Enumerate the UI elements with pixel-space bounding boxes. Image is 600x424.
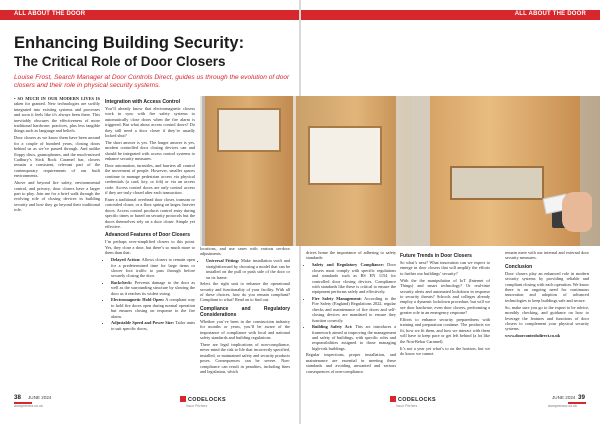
paragraph: Select the right unit to enhance the operational security and functionality of your facility. With all of these choices, how do you remain compliant? Compliant to what? Read on to find out. bbox=[200, 281, 290, 303]
paragraph: So, make sure you go to the expert to be advice, monthly checking, and guidance on how to leverage the features and functions of door closers to complement your physical security systems. bbox=[505, 304, 589, 332]
list-item: • Safety and Regulatory Compliance: Door closers must comply with specific regulations and standards such as BS EN 1154 for controlled door closing devices. Compliance with standards like these is critical to ensure the equipment performs safely and effectively. bbox=[312, 262, 396, 294]
paragraph: It’s not a year yet what’s to on the horizon, but we do know we cannot bbox=[400, 345, 490, 356]
feature-list bbox=[105, 257, 195, 331]
article-title-line1: Enhancing Building Security: bbox=[14, 34, 245, 52]
lead-in: • SO MUCH IN OUR MODERN LIVES IS bbox=[14, 96, 100, 101]
subheading: Conclusion bbox=[505, 263, 533, 270]
footer-website-right: doorpreneur.co.uk bbox=[548, 404, 577, 408]
list-item: • Electromagnetic Hold Open: A compliant way to hold fire doors open during normal operation but ensures closing on response to the fire alarm. bbox=[111, 297, 195, 319]
photo-door bbox=[202, 96, 293, 246]
paragraph: So what’s next? What innovation can we expect to emerge in door closers that will amplify the efforts to further our buildings’ security? bbox=[400, 260, 490, 276]
section-label-left: ALL ABOUT THE DOOR bbox=[14, 11, 86, 17]
subheading: Future Trends in Door Closers bbox=[400, 253, 472, 259]
paragraph: • SO MUCH IN OUR MODERN LIVES IS taken for granted. New technologies are swiftly integrated into existing systems and processes and soon it feels like it's always been there. This inevitably obscures the effectiveness of more traditional hardware; practices, plus less tangible things such as language and beliefs. bbox=[14, 96, 100, 134]
paragraph: Regular inspections, proper installation, and maintenance are essential in meeting these standards and avoiding unwanted and serious consequences of non-compliance. bbox=[306, 352, 396, 374]
brand-subline-left: Issue Pitchers bbox=[186, 404, 208, 408]
paragraph: locations, and use cases with various on-door adjustments. bbox=[200, 246, 290, 257]
list-item: • Backcheck: Prevents damage to the door as well as the surrounding structure by slowing the door as it reaches its widest swing. bbox=[111, 280, 195, 296]
paragraph: Above and beyond fire safety, environmental control, and privacy, door closers have a larger part to play. Join me for a brief walk through the evolving role of closing devices in building security and how they go beyond their traditional role. bbox=[14, 180, 100, 213]
section-label-right: ALL ABOUT THE DOOR bbox=[514, 11, 586, 17]
paragraph: Whether you’ve been in the construction industry for months or years, you’ll be aware of the importance of compliance with local and national safety standards and building regulations. bbox=[200, 318, 290, 340]
footer-website-left: doorpreneur.co.uk bbox=[14, 404, 43, 408]
paragraph: drives home the importance of adhering to safety standards: bbox=[306, 250, 396, 261]
article-title bbox=[14, 34, 294, 70]
paragraph: Efforts to enhance security preparedness with training and preparation continue. The products we fit, how we fit them, and how we interact with them will have to keep pace or get left behind (a lot like the Non-Rebar Caramel). bbox=[400, 317, 490, 344]
list-item: • Adjustable Speed and Power Size: Tailor units to suit specific doors, bbox=[111, 320, 195, 331]
paragraph: Door closers as we know them have been around for a couple of hundred years, closing doors behind us as we’ve passed through. And unlike floppy discs, gramophones, and the much-missed Cadbury’s Stick Rock Caramel bar, closers remain a consistent, relevant part of the contemporary requirements of our built environments. bbox=[14, 135, 100, 179]
compliance-list bbox=[306, 262, 396, 351]
brand-subline-right: Issue Pitchers bbox=[396, 404, 418, 408]
paragraph: The short answer is yes. The longer answer is yes, modern controlled door closing devices can and should be integrated with access control systems to enhance security measures. bbox=[105, 139, 195, 162]
page-number-right: 39 bbox=[578, 394, 585, 401]
article-column-3 bbox=[200, 246, 290, 376]
logo-cube-icon bbox=[390, 396, 396, 402]
hand bbox=[562, 192, 592, 232]
list-item: • Universal Fitting: Make installation swift and straightforward by choosing a model that can be installed on the pull or push side of the door or on its frame. bbox=[206, 258, 290, 280]
article-title-line2: The Critical Role of Door Closers bbox=[14, 54, 226, 69]
paragraph: Door closers play an enhanced role in modern security systems by providing reliable and compliant closing with each operation. We know there is an ongoing need for continuous innovation and adoption of advanced technologies to keep buildings safe and secure. bbox=[505, 270, 589, 303]
paragraph bbox=[505, 333, 589, 338]
brand-logo-right: CODELOCKS bbox=[390, 396, 436, 403]
paragraph: You’ll already know that electromagnetic closers work in sync with fire safety systems to automatically close doors when the fire alarm is triggered. But what about access control doors? Do they still need a door closer if they’re usually locked shut? bbox=[105, 106, 195, 139]
article-column-1 bbox=[14, 96, 100, 214]
paragraph: I’m perhaps over-simplified closers to this point. Yes, they close a door, but there’s so much more to them than that: bbox=[105, 239, 195, 256]
subheading: Compliance and Regulatory Considerations bbox=[200, 305, 290, 318]
page-number-left: 38 bbox=[14, 394, 21, 401]
brand-logo-left: CODELOCKS bbox=[180, 396, 226, 403]
article-column-6 bbox=[505, 250, 589, 340]
issue-date-right: JUNE 2024 bbox=[552, 395, 576, 400]
website-link[interactable]: www.doorcontrolsdirect.co.uk bbox=[505, 333, 561, 339]
list-item: • Delayed Action: Allows closers to remain open for a predetermined time for large items or slower foot traffic to pass through before securely closing the door. bbox=[111, 257, 195, 279]
paragraph: remain mere with our internal and external door security measures. bbox=[505, 250, 589, 261]
issue-date-left: JUNE 2024 bbox=[28, 395, 52, 400]
doors-access-reader-photo bbox=[200, 96, 600, 246]
paragraph: Door automation, turnstiles, and barriers all control the movement of people. However, smaller spaces continue to manage pedestrian access via physical credentials (a card, key, or fob) or via an access code. Access control doors are only control access if they are truly closed after each transaction. bbox=[105, 163, 195, 196]
section-bar-left bbox=[0, 10, 300, 20]
article-column-2 bbox=[105, 96, 195, 332]
paragraph: With the the manipulation of IoT (Internet of Things) and smart technology? Or real-time security alerts and automated lockdown in response to security threats? Schools and colleges already employ a dynamic lockdown procedure, but will we see door hardware, even door closers, performing a greater role in an emergency response? bbox=[400, 277, 490, 316]
list-item: • Building Safety Act: This act introduces a framework aimed at improving the management and safety of buildings, with specific roles and responsibilities assigned to those managing high-risk buildings. bbox=[312, 324, 396, 351]
subheading: Advanced Features of Door Closers bbox=[105, 232, 191, 239]
list-item: • Fire Safety Management: According to the Fire Safety (England) Regulations 2022, regular checks and maintenance of fire doors and self-closing devices are mandated to ensure they function correctly. bbox=[312, 296, 396, 323]
paragraph: There are legal implications of non-compliance, never mind the risk to life that incorrectly specified, installed, or maintained safety and security products poses. Consequences can be severe. Non-compliance can result in penalties, including fines and legislation, which bbox=[200, 341, 290, 374]
logo-cube-icon bbox=[180, 396, 186, 402]
subheading: Integration with Access Control bbox=[105, 99, 181, 105]
feature-list bbox=[200, 258, 290, 280]
paragraph: Enter a traditional overhead door closer, transom or concealed closer, or a floor spring on larger, heavier doors. Access control products control entry during specific times or based on security protocols but the doors themselves rely on a door closer. Simple yet effective. bbox=[105, 197, 195, 230]
section-bar-right bbox=[300, 10, 600, 20]
article-column-5 bbox=[400, 250, 490, 358]
article-column-4 bbox=[306, 250, 396, 376]
photo-door-frame bbox=[412, 96, 430, 246]
photo-door bbox=[296, 96, 396, 246]
article-intro: Louise Frost, Search Manager at Door Controls Direct, guides us through the evolution of door closers and their role in physical security systems. bbox=[14, 74, 290, 89]
